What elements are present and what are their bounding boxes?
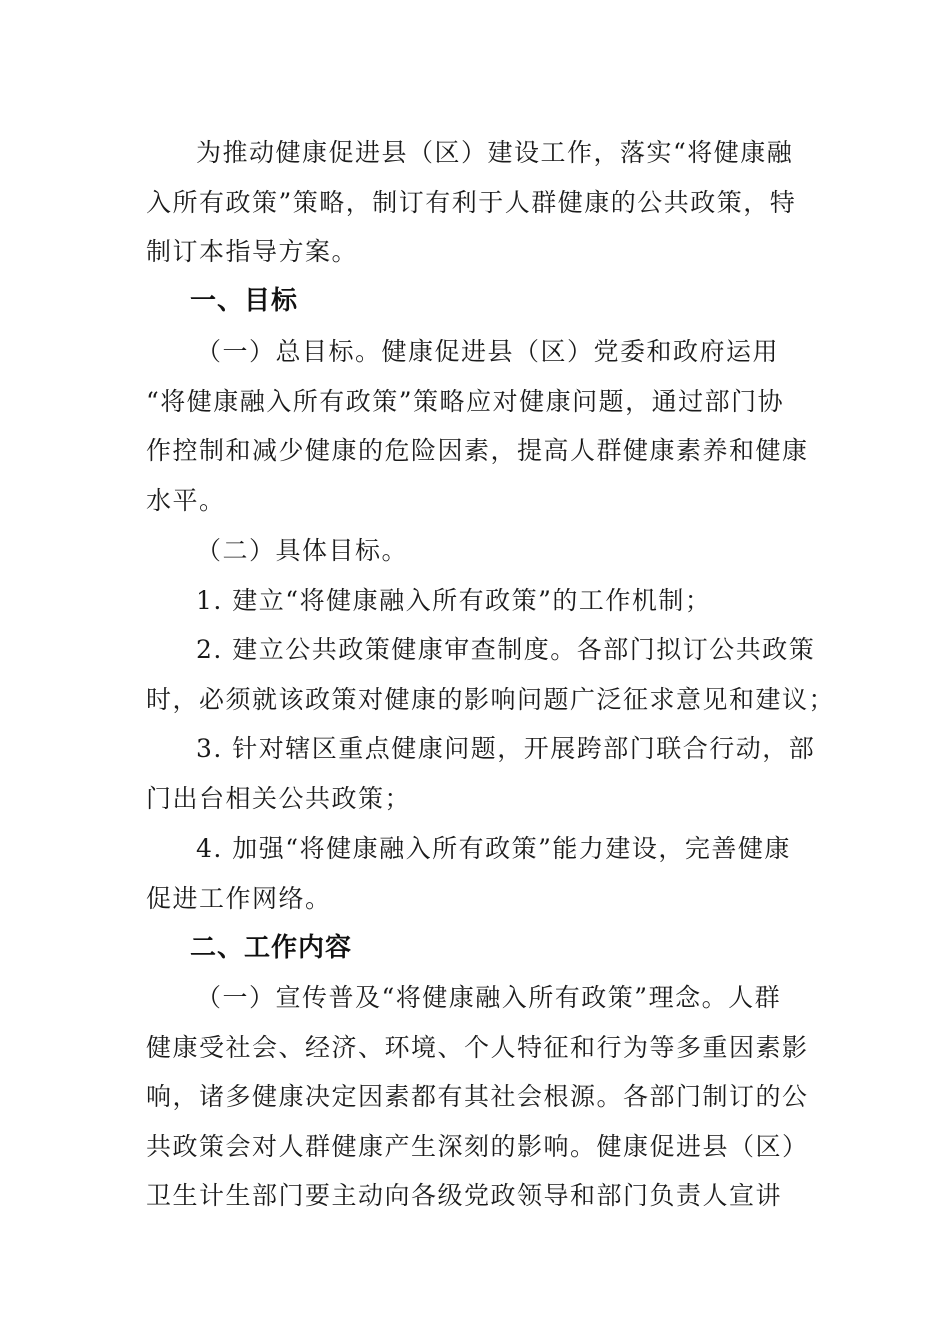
work-content-line-3: 响，诸多健康决定因素都有其社会根源。各部门制订的公 bbox=[146, 1082, 809, 1111]
intro-paragraph bbox=[146, 128, 796, 277]
goal-item-4-line-1: 4. 加强“将健康融入所有政策”能力建设，完善健康 bbox=[196, 834, 791, 863]
section-heading-goals: 一、目标 bbox=[190, 286, 299, 316]
overall-goal-line-4: 水平。 bbox=[146, 485, 226, 515]
goal-item-1 bbox=[146, 576, 796, 626]
goal-item-2-line-2: 时，必须就该政策对健康的影响问题广泛征求意见和建议； bbox=[146, 684, 836, 714]
work-content-line-5: 卫生计生部门要主动向各级党政领导和部门负责人宣讲 bbox=[146, 1181, 783, 1210]
intro-line-2: 入所有政策”策略，制订有利于人群健康的公共政策，特 bbox=[146, 187, 797, 217]
goal-item-4 bbox=[146, 824, 796, 923]
section-heading-work-content: 二、工作内容 bbox=[190, 933, 353, 963]
specific-goals-paragraph bbox=[146, 526, 796, 576]
goal-item-3-line-2: 门出台相关公共政策； bbox=[146, 783, 412, 813]
overall-goal-line-3: 作控制和减少健康的危险因素，提高人群健康素养和健康 bbox=[146, 436, 809, 465]
specific-goals-line-1: （二）具体目标。 bbox=[196, 536, 409, 565]
work-content-line-1: （一）宣传普及“将健康融入所有政策”理念。人群 bbox=[196, 983, 782, 1012]
goal-item-3-line-1: 3. 针对辖区重点健康问题，开展跨部门联合行动，部 bbox=[196, 734, 816, 763]
goal-item-3 bbox=[146, 724, 816, 823]
goal-item-1-line-1: 1. 建立“将健康融入所有政策”的工作机制； bbox=[196, 586, 712, 615]
overall-goal-paragraph bbox=[146, 327, 809, 525]
goal-item-4-line-2: 促进工作网络。 bbox=[146, 883, 332, 913]
goal-item-2-line-1: 2. 建立公共政策健康审查制度。各部门拟订公共政策 bbox=[196, 635, 816, 664]
overall-goal-line-1: （一）总目标。健康促进县（区）党委和政府运用 bbox=[196, 337, 780, 366]
goal-item-2 bbox=[146, 625, 836, 724]
overall-goal-line-2: “将健康融入所有政策”策略应对健康问题，通过部门协 bbox=[146, 386, 785, 416]
intro-line-1: 为推动健康促进县（区）建设工作，落实“将健康融 bbox=[196, 138, 794, 167]
work-content-line-4: 共政策会对人群健康产生深刻的影响。健康促进县（区） bbox=[146, 1131, 809, 1161]
work-content-paragraph-1 bbox=[146, 973, 809, 1221]
intro-line-3: 制订本指导方案。 bbox=[146, 237, 359, 266]
work-content-line-2: 健康受社会、经济、环境、个人特征和行为等多重因素影 bbox=[146, 1032, 809, 1062]
